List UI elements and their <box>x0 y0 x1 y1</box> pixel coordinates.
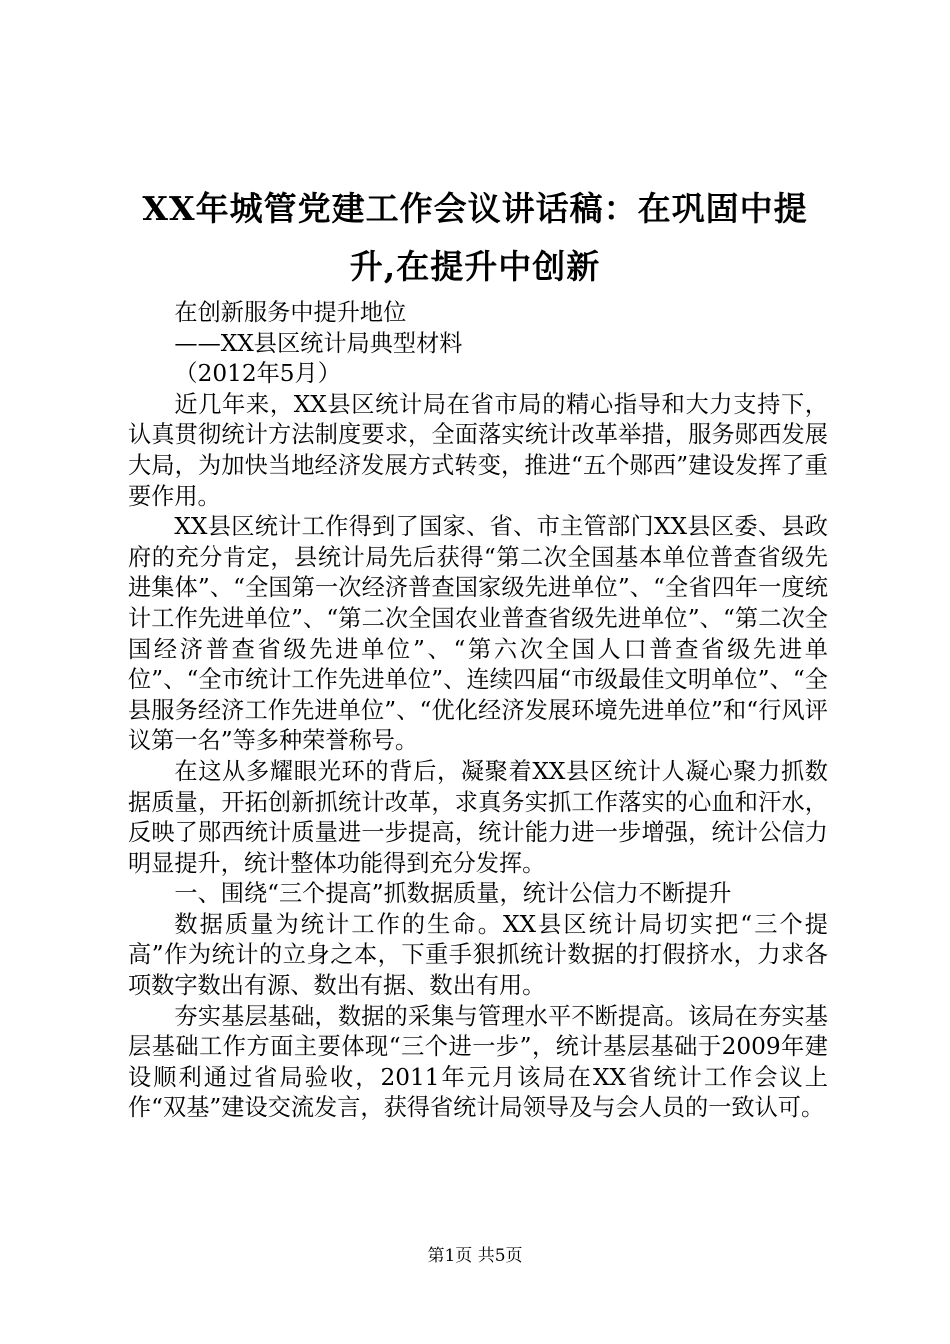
document-source: ——XX县区统计局典型材料 <box>174 329 463 357</box>
document-title: XX年城管党建工作会议讲话稿：在巩固中提升,在提升中创新 <box>142 189 808 286</box>
paragraph-foundation: 夯实基层基础，数据的采集与管理水平不断提高。该局在夯实基层基础工作方面主要体现“三个进一步”，统计基层基础于2009年建设顺利通过省局验收，2011年元月该局在XX省统计工作会议上作“双基”建设交流发言，获得省统计局领导及与会人员的一致认可。 <box>128 1002 828 1122</box>
paragraph-honors: XX县区统计工作得到了国家、省、市主管部门XX县区委、县政府的充分肯定，县统计局先后获得“第二次全国基本单位普查省级先进集体”、“全国第一次经济普查国家级先进单位”、“全省四年一度统计工作先进单位”、“第二次全国农业普查省级先进单位”、“第二次全国经济普查省级先进单位”、“第六次全国人口普查省级先进单位”、“全市统计工作先进单位”、连续四届“市级最佳文明单位”、“全县服务经济工作先进单位”、“优化经济发展环境先进单位”和“行风评议第一名”等多种荣誉称号。 <box>128 513 828 755</box>
paragraph-intro: 近几年来，XX县区统计局在省市局的精心指导和大力支持下，认真贯彻统计方法制度要求，全面落实统计改革举措，服务郧西发展大局，为加快当地经济发展方式转变，推进“五个郧西”建设发挥了重要作用。 <box>128 390 828 510</box>
paragraph-data-quality: 数据质量为统计工作的生命。XX县区统计局切实把“三个提高”作为统计的立身之本，下重手狠抓统计数据的打假挤水，力求各项数字数出有源、数出有据、数出有用。 <box>128 910 828 1000</box>
document-date: （2012年5月） <box>174 360 341 388</box>
paragraph-background: 在这从多耀眼光环的背后，凝聚着XX县区统计人凝心聚力抓数据质量，开拓创新抓统计改革，求真务实抓工作落实的心血和汗水，反映了郧西统计质量进一步提高，统计能力进一步增强，统计公信力明显提升，统计整体功能得到充分发挥。 <box>128 757 828 877</box>
document-subtitle: 在创新服务中提升地位 <box>174 299 407 326</box>
document-body <box>128 298 828 1124</box>
page-number: 第1页 共5页 <box>427 1246 523 1266</box>
section-heading: 一、围绕“三个提高”抓数据质量，统计公信力不断提升 <box>174 880 732 908</box>
